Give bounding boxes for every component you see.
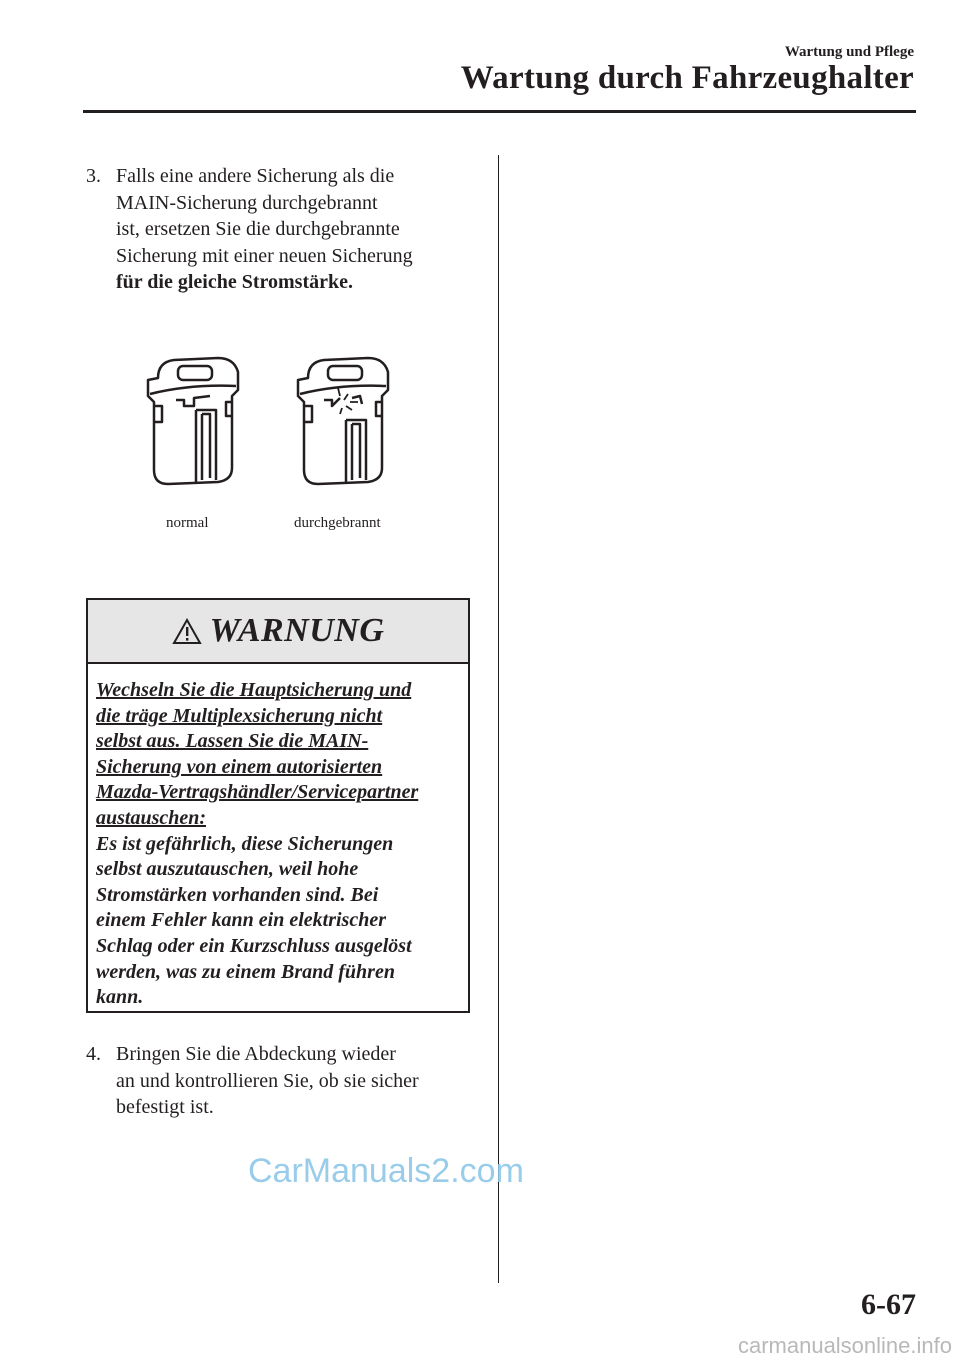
running-header-section: Wartung und Pflege bbox=[784, 44, 914, 60]
warning-underlined-line: Wechseln Sie die Hauptsicherung und bbox=[96, 679, 412, 701]
warning-triangle-icon bbox=[172, 618, 202, 645]
warning-underlined-line: austauschen: bbox=[96, 806, 207, 829]
step-text bbox=[116, 163, 486, 296]
step-line: an und kontrollieren Sie, ob sie sicher bbox=[116, 1069, 419, 1092]
caption-normal: normal bbox=[166, 515, 209, 531]
warning-line: Es ist gefährlich, diese Sicherungen bbox=[96, 832, 394, 855]
step-line: ist, ersetzen Sie die durchgebrannte bbox=[116, 218, 400, 240]
step-emphasis-line: für die gleiche Stromstärke. bbox=[116, 271, 354, 293]
fuse-normal-drawing bbox=[148, 358, 238, 484]
warning-underlined-line: Sicherung von einem autorisierten bbox=[96, 755, 383, 778]
warning-underlined-line: selbst aus. Lassen Sie die MAIN- bbox=[96, 730, 369, 753]
caption-blown: durchgebrannt bbox=[294, 515, 381, 531]
warning-line: Schlag oder ein Kurzschluss ausgelöst bbox=[96, 934, 412, 957]
step-line: befestigt ist. bbox=[116, 1096, 214, 1118]
watermark-logo: CarManuals2.com bbox=[248, 1152, 524, 1190]
header-rule bbox=[83, 110, 916, 113]
step-line: Falls eine andere Sicherung als die bbox=[116, 165, 395, 187]
step-text bbox=[116, 1041, 486, 1121]
step-line: Bringen Sie die Abdeckung wieder bbox=[116, 1043, 396, 1065]
warning-line: kann. bbox=[96, 986, 144, 1009]
warning-underlined-line: die träge Multiplexsicherung nicht bbox=[96, 704, 383, 727]
running-header-title: Wartung durch Fahrzeughalter bbox=[460, 60, 914, 96]
page-number: 6-67 bbox=[861, 1288, 916, 1321]
step-line: MAIN-Sicherung durchgebrannt bbox=[116, 191, 378, 214]
watermark-corner: carmanualsonline.info bbox=[737, 1333, 952, 1358]
warning-box bbox=[86, 598, 470, 1013]
warning-line: einem Fehler kann ein elektrischer bbox=[96, 909, 386, 932]
fuse-blown-drawing bbox=[298, 358, 388, 484]
warning-body bbox=[88, 664, 468, 1011]
warning-line: werden, was zu einem Brand führen bbox=[96, 960, 395, 983]
step-3 bbox=[86, 163, 486, 296]
warning-header bbox=[88, 600, 468, 664]
step-number: 3. bbox=[86, 165, 101, 187]
warning-line: Stromstärken vorhanden sind. Bei bbox=[96, 883, 379, 906]
warning-line: selbst auszutauschen, weil hohe bbox=[96, 858, 359, 881]
warning-underlined-line: Mazda-Vertragshändler/Servicepartner bbox=[96, 781, 419, 804]
step-4 bbox=[86, 1041, 486, 1121]
step-line: Sicherung mit einer neuen Sicherung bbox=[116, 244, 413, 267]
column-divider bbox=[498, 155, 499, 1283]
step-number: 4. bbox=[86, 1043, 101, 1065]
warning-title: WARNUNG bbox=[209, 612, 385, 649]
